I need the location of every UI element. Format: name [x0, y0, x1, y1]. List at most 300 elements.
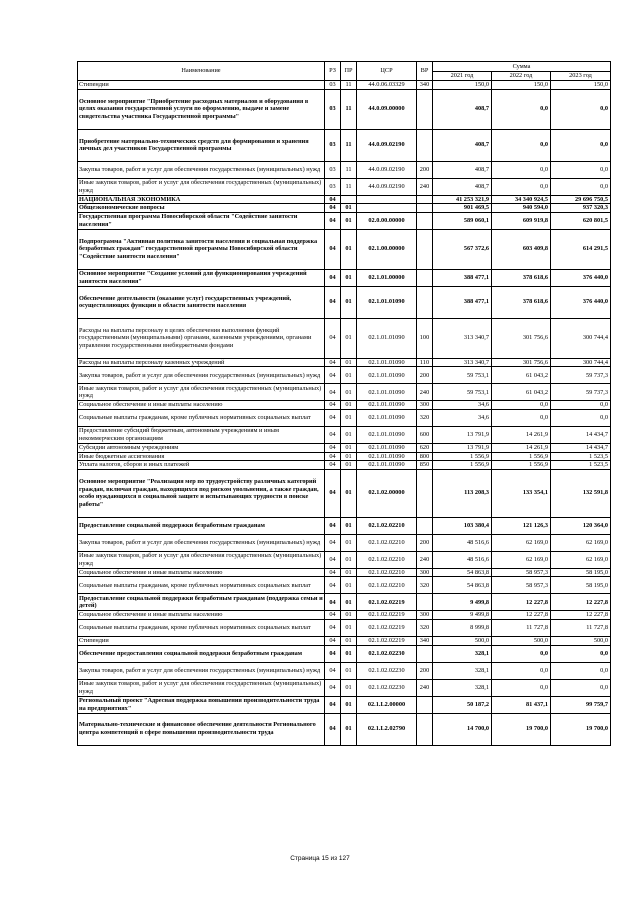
row-amount-2021: 328,1 — [433, 662, 492, 679]
row-pr: 11 — [341, 129, 357, 161]
row-amount-2021: 589 060,1 — [433, 212, 492, 229]
row-amount-2023: 1 523,5 — [551, 452, 611, 461]
row-rz: 04 — [325, 517, 341, 534]
row-vr: 800 — [417, 452, 433, 461]
row-csr: 02.1.00.00000 — [357, 229, 417, 269]
header-year-2022: 2022 год — [492, 72, 551, 81]
row-rz: 04 — [325, 568, 341, 577]
row-pr: 01 — [341, 384, 357, 401]
row-csr: 02.1.02.02219 — [357, 611, 417, 620]
row-amount-2023: 300 744,4 — [551, 318, 611, 358]
row-vr — [417, 696, 433, 713]
row-name: Предоставление социальной поддержки безработным гражданам (поддержка семьи и детей) — [79, 594, 323, 610]
row-amount-2023: 0,0 — [551, 129, 611, 161]
row-amount-2021: 408,7 — [433, 161, 492, 178]
row-name: Общеэкономические вопросы — [78, 204, 325, 213]
row-pr: 01 — [341, 204, 357, 213]
budget-table — [77, 61, 611, 746]
row-amount-2021: 567 372,6 — [433, 229, 492, 269]
table-row — [78, 318, 611, 358]
row-rz: 04 — [325, 551, 341, 568]
header-csr: ЦСР — [357, 62, 417, 81]
row-csr: 02.1.02.02210 — [357, 577, 417, 594]
row-amount-2022: 0,0 — [492, 129, 551, 161]
row-amount-2023: 1 523,5 — [551, 461, 611, 470]
row-rz: 04 — [325, 594, 341, 611]
row-name: Иные закупки товаров, работ и услуг для обеспечения государственных (муниципальных) нужд — [78, 384, 325, 401]
row-amount-2021: 1 556,9 — [433, 452, 492, 461]
row-name: Основное мероприятие "Создание условий для функционирования учреждений занятости населения" — [78, 269, 325, 286]
row-amount-2022: 378 618,6 — [492, 286, 551, 318]
row-amount-2023: 376 440,0 — [551, 269, 611, 286]
row-pr: 11 — [341, 161, 357, 178]
table-row — [78, 286, 611, 318]
row-amount-2021: 408,7 — [433, 178, 492, 195]
row-amount-2023: 59 737,3 — [551, 384, 611, 401]
row-pr: 01 — [341, 577, 357, 594]
row-pr: 01 — [341, 594, 357, 611]
row-pr: 01 — [341, 551, 357, 568]
row-pr: 01 — [341, 401, 357, 410]
row-csr: 02.1.01.01090 — [357, 452, 417, 461]
row-amount-2021: 9 499,8 — [433, 611, 492, 620]
row-amount-2022: 0,0 — [492, 679, 551, 696]
row-name: Социальное обеспечение и иные выплаты населению — [78, 568, 325, 577]
row-amount-2023: 0,0 — [551, 645, 611, 662]
table-row — [78, 461, 611, 470]
row-rz: 04 — [325, 577, 341, 594]
row-amount-2023: 99 759,7 — [551, 696, 611, 713]
row-amount-2021: 388 477,1 — [433, 269, 492, 286]
row-pr: 01 — [341, 696, 357, 713]
row-csr: 44.0.06.03329 — [357, 81, 417, 90]
row-name: Предоставление социальной поддержки безработным гражданам — [78, 517, 325, 534]
row-rz: 04 — [325, 645, 341, 662]
row-amount-2022: 14 261,9 — [492, 426, 551, 443]
row-vr — [417, 229, 433, 269]
row-csr: 02.1.01.01090 — [357, 443, 417, 452]
row-amount-2021: 48 516,6 — [433, 551, 492, 568]
row-name: Закупка товаров, работ и услуг для обеспечения государственных (муниципальных) нужд — [78, 161, 325, 178]
row-amount-2023: 620 801,5 — [551, 212, 611, 229]
row-vr: 100 — [417, 318, 433, 358]
table-row — [78, 662, 611, 679]
row-vr — [417, 645, 433, 662]
row-csr: 02.1.01.01090 — [357, 367, 417, 384]
header-rz: РЗ — [325, 62, 341, 81]
row-csr: 02.1.L2.02790 — [357, 713, 417, 745]
row-amount-2022: 133 354,1 — [492, 469, 551, 517]
row-vr — [417, 89, 433, 129]
row-amount-2022: 0,0 — [492, 178, 551, 195]
row-amount-2023: 120 364,0 — [551, 517, 611, 534]
row-csr: 02.1.L2.00000 — [357, 696, 417, 713]
row-amount-2023: 500,0 — [551, 636, 611, 645]
row-amount-2023: 62 169,0 — [551, 534, 611, 551]
row-amount-2021: 48 516,6 — [433, 534, 492, 551]
row-amount-2022: 603 409,8 — [492, 229, 551, 269]
table-body — [78, 81, 611, 746]
table-row — [78, 696, 611, 713]
row-amount-2021: 103 380,4 — [433, 517, 492, 534]
row-amount-2022: 500,0 — [492, 636, 551, 645]
row-csr: 02.1.02.02230 — [357, 679, 417, 696]
row-csr: 02.1.01.01090 — [357, 318, 417, 358]
row-rz: 04 — [325, 358, 341, 367]
row-vr: 240 — [417, 679, 433, 696]
row-name: Социальное обеспечение и иные выплаты населению — [78, 611, 325, 620]
header-sum: Сумма — [433, 62, 611, 72]
row-csr: 02.1.02.02210 — [357, 517, 417, 534]
header-vr: ВР — [417, 62, 433, 81]
table-row — [78, 713, 611, 745]
row-amount-2021: 8 999,8 — [433, 619, 492, 636]
row-name: Иные закупки товаров, работ и услуг для обеспечения государственных (муниципальных) нужд — [78, 178, 325, 195]
row-amount-2022: 940 594,0 — [492, 204, 551, 213]
row-amount-2023: 29 696 750,5 — [551, 195, 611, 204]
table-row — [78, 469, 611, 517]
row-csr: 02.1.02.02219 — [357, 619, 417, 636]
row-amount-2023: 11 727,8 — [551, 619, 611, 636]
page-footer: Страница 15 из 127 — [290, 855, 350, 862]
row-name: Социальные выплаты гражданам, кроме публичных нормативных социальных выплат — [78, 619, 325, 636]
row-amount-2021: 13 791,9 — [433, 443, 492, 452]
row-name: Обеспечение предоставления социальной поддержки безработным гражданам — [78, 645, 325, 662]
row-vr — [417, 212, 433, 229]
table-row — [78, 409, 611, 426]
row-name: Расходы на выплаты персоналу в целях обеспечения выполнения функций государственными (муниципальными) органами, казенными учреждениями, органами управления государственными внебюджетными фондами — [78, 318, 325, 358]
row-name: НАЦИОНАЛЬНАЯ ЭКОНОМИКА — [78, 195, 325, 204]
table-row — [78, 636, 611, 645]
table-row — [78, 367, 611, 384]
row-name: Социальные выплаты гражданам, кроме публичных нормативных социальных выплат — [78, 577, 325, 594]
row-rz: 04 — [325, 229, 341, 269]
row-rz: 04 — [325, 452, 341, 461]
row-csr — [357, 204, 417, 213]
row-pr: 01 — [341, 286, 357, 318]
row-pr: 01 — [341, 269, 357, 286]
row-rz: 03 — [325, 81, 341, 90]
row-amount-2021: 41 253 321,9 — [433, 195, 492, 204]
row-rz: 03 — [325, 129, 341, 161]
table-row — [78, 161, 611, 178]
row-amount-2021: 500,0 — [433, 636, 492, 645]
row-rz: 04 — [325, 611, 341, 620]
row-vr: 200 — [417, 662, 433, 679]
row-amount-2022: 19 700,0 — [492, 713, 551, 745]
row-amount-2022: 0,0 — [492, 89, 551, 129]
row-vr: 200 — [417, 367, 433, 384]
row-pr: 01 — [341, 645, 357, 662]
row-rz: 04 — [325, 662, 341, 679]
row-amount-2022: 34 340 924,5 — [492, 195, 551, 204]
row-name: Приобретение материально-технических средств для формирования и хранения личных дел участников Государственной программы — [78, 129, 325, 161]
row-amount-2021: 34,6 — [433, 401, 492, 410]
row-rz: 04 — [325, 636, 341, 645]
row-vr: 110 — [417, 358, 433, 367]
row-amount-2023: 300 744,4 — [551, 358, 611, 367]
row-rz: 03 — [325, 89, 341, 129]
row-pr: 01 — [341, 229, 357, 269]
row-name: Расходы на выплаты персоналу казенных учреждений — [78, 358, 325, 367]
row-rz: 04 — [325, 269, 341, 286]
row-vr: 850 — [417, 461, 433, 470]
row-amount-2023: 614 291,5 — [551, 229, 611, 269]
row-pr: 01 — [341, 568, 357, 577]
row-vr — [417, 713, 433, 745]
row-pr: 01 — [341, 461, 357, 470]
row-csr — [357, 195, 417, 204]
row-vr — [417, 129, 433, 161]
row-csr: 02.1.02.02230 — [357, 662, 417, 679]
table-row — [78, 358, 611, 367]
row-csr: 02.1.02.02210 — [357, 551, 417, 568]
table-row — [78, 452, 611, 461]
row-amount-2021: 34,6 — [433, 409, 492, 426]
row-amount-2021: 113 208,3 — [433, 469, 492, 517]
row-rz: 04 — [325, 409, 341, 426]
row-amount-2023: 0,0 — [551, 401, 611, 410]
row-amount-2021: 408,7 — [433, 129, 492, 161]
row-name: Уплата налогов, сборов и иных платежей — [78, 461, 325, 470]
row-csr: 44.0.09.00000 — [357, 89, 417, 129]
table-row — [78, 195, 611, 204]
table-row — [78, 645, 611, 662]
row-name: Обеспечение деятельности (оказание услуг) государственных учреждений, осуществляющих функции в области занятости населения — [78, 286, 325, 318]
row-pr: 01 — [341, 713, 357, 745]
row-rz: 04 — [325, 619, 341, 636]
row-csr: 02.1.01.00000 — [357, 269, 417, 286]
row-amount-2022: 58 957,3 — [492, 577, 551, 594]
row-amount-2022: 0,0 — [492, 409, 551, 426]
row-amount-2021: 1 556,9 — [433, 461, 492, 470]
row-amount-2023: 132 591,8 — [551, 469, 611, 517]
row-csr: 02.1.02.02219 — [357, 594, 417, 611]
table-row — [78, 129, 611, 161]
row-name: Закупка товаров, работ и услуг для обеспечения государственных (муниципальных) нужд — [78, 662, 325, 679]
table-row — [78, 426, 611, 443]
row-amount-2023: 0,0 — [551, 662, 611, 679]
row-amount-2021: 901 469,5 — [433, 204, 492, 213]
row-vr: 300 — [417, 401, 433, 410]
header-year-2023: 2023 год — [551, 72, 611, 81]
table-row — [78, 269, 611, 286]
row-amount-2021: 54 863,8 — [433, 568, 492, 577]
row-rz: 04 — [325, 679, 341, 696]
row-csr: 02.1.02.02210 — [357, 568, 417, 577]
budget-page — [77, 61, 610, 746]
row-amount-2021: 50 187,2 — [433, 696, 492, 713]
row-csr: 44.0.09.02190 — [357, 178, 417, 195]
table-row — [78, 611, 611, 620]
row-name: Региональный проект "Адресная поддержка повышения производительности труда на предприятиях" — [78, 696, 325, 713]
row-amount-2023: 59 737,3 — [551, 367, 611, 384]
row-amount-2022: 61 043,2 — [492, 367, 551, 384]
row-pr: 11 — [341, 81, 357, 90]
table-row — [78, 551, 611, 568]
table-row — [78, 443, 611, 452]
row-amount-2022: 58 957,3 — [492, 568, 551, 577]
table-row — [78, 384, 611, 401]
row-rz: 04 — [325, 195, 341, 204]
row-pr: 01 — [341, 469, 357, 517]
row-pr: 01 — [341, 534, 357, 551]
row-vr — [417, 286, 433, 318]
table-row — [78, 534, 611, 551]
row-vr: 300 — [417, 568, 433, 577]
row-pr: 01 — [341, 662, 357, 679]
row-csr: 02.1.01.01090 — [357, 358, 417, 367]
row-amount-2021: 59 753,1 — [433, 384, 492, 401]
row-vr: 320 — [417, 577, 433, 594]
row-amount-2023: 150,0 — [551, 81, 611, 90]
row-rz: 04 — [325, 696, 341, 713]
row-csr: 02.1.01.01090 — [357, 409, 417, 426]
row-vr: 200 — [417, 534, 433, 551]
row-amount-2021: 13 791,9 — [433, 426, 492, 443]
row-vr: 300 — [417, 611, 433, 620]
row-amount-2023: 0,0 — [551, 409, 611, 426]
row-amount-2021: 9 499,8 — [433, 594, 492, 611]
row-amount-2023: 12 227,8 — [551, 611, 611, 620]
row-pr: 01 — [341, 318, 357, 358]
row-pr: 01 — [341, 636, 357, 645]
row-name: Основное мероприятие "Приобретение расходных материалов и оборудования в целях оказания государственной услуги по оформлению, выдаче и замене свидетельства участника Государственной программы" — [78, 89, 325, 129]
row-rz: 04 — [325, 426, 341, 443]
row-csr: 02.1.01.01090 — [357, 384, 417, 401]
row-vr: 240 — [417, 178, 433, 195]
row-amount-2021: 150,0 — [433, 81, 492, 90]
row-pr: 01 — [341, 409, 357, 426]
row-name: Государственная программа Новосибирской области "Содействие занятости населения" — [78, 212, 325, 229]
row-name: Материально-технические и финансовое обеспечение деятельности Регионального центра компетенций в сфере повышения производительности труда — [78, 713, 325, 745]
row-amount-2021: 59 753,1 — [433, 367, 492, 384]
row-vr: 340 — [417, 636, 433, 645]
row-amount-2022: 0,0 — [492, 161, 551, 178]
row-rz: 04 — [325, 367, 341, 384]
row-amount-2022: 81 437,1 — [492, 696, 551, 713]
row-rz: 04 — [325, 384, 341, 401]
table-row — [78, 679, 611, 696]
row-vr: 620 — [417, 443, 433, 452]
row-amount-2022: 121 126,3 — [492, 517, 551, 534]
row-rz: 04 — [325, 461, 341, 470]
table-row — [78, 212, 611, 229]
table-row — [78, 619, 611, 636]
row-csr: 02.1.02.02219 — [357, 636, 417, 645]
row-csr: 02.1.01.01090 — [357, 286, 417, 318]
table-row — [78, 517, 611, 534]
row-rz: 04 — [325, 212, 341, 229]
row-rz: 04 — [325, 713, 341, 745]
table-row — [78, 81, 611, 90]
row-rz: 04 — [325, 286, 341, 318]
row-amount-2022: 1 556,9 — [492, 452, 551, 461]
row-amount-2021: 408,7 — [433, 89, 492, 129]
row-amount-2022: 12 227,8 — [492, 594, 551, 611]
row-amount-2023: 14 434,7 — [551, 426, 611, 443]
row-name: Иные бюджетные ассигнования — [78, 452, 325, 461]
row-vr: 240 — [417, 551, 433, 568]
row-amount-2022: 0,0 — [492, 645, 551, 662]
row-amount-2023: 19 700,0 — [551, 713, 611, 745]
row-vr — [417, 594, 433, 611]
row-pr — [341, 195, 357, 204]
row-pr: 01 — [341, 212, 357, 229]
row-amount-2021: 14 700,0 — [433, 713, 492, 745]
row-csr: 02.1.01.01090 — [357, 401, 417, 410]
row-csr: 02.1.01.01090 — [357, 426, 417, 443]
table-row — [78, 594, 611, 611]
row-amount-2021: 313 340,7 — [433, 358, 492, 367]
row-vr: 240 — [417, 384, 433, 401]
row-name: Закупка товаров, работ и услуг для обеспечения государственных (муниципальных) нужд — [78, 367, 325, 384]
row-pr: 01 — [341, 679, 357, 696]
table-row — [78, 89, 611, 129]
row-vr — [417, 517, 433, 534]
row-pr: 01 — [341, 358, 357, 367]
row-amount-2022: 61 043,2 — [492, 384, 551, 401]
row-pr: 11 — [341, 178, 357, 195]
table-row — [78, 178, 611, 195]
row-name: Предоставление субсидий бюджетным, автономным учреждениям и иным некоммерческим организациям — [78, 426, 325, 443]
row-pr: 01 — [341, 619, 357, 636]
row-rz: 04 — [325, 534, 341, 551]
row-amount-2022: 11 727,8 — [492, 619, 551, 636]
row-vr: 320 — [417, 619, 433, 636]
header-pr: ПР — [341, 62, 357, 81]
row-vr — [417, 269, 433, 286]
row-amount-2021: 328,1 — [433, 679, 492, 696]
row-name: Подпрограмма "Активная политика занятости населения и социальная поддержка безработных граждан" государственной программы Новосибирской области "Содействие занятости населения" — [78, 229, 325, 269]
row-amount-2022: 378 618,6 — [492, 269, 551, 286]
row-amount-2021: 54 863,8 — [433, 577, 492, 594]
table-row — [78, 229, 611, 269]
row-csr: 44.0.09.02190 — [357, 161, 417, 178]
row-csr: 02.1.02.02210 — [357, 534, 417, 551]
row-rz: 03 — [325, 178, 341, 195]
row-rz: 04 — [325, 443, 341, 452]
row-amount-2022: 301 756,6 — [492, 318, 551, 358]
row-vr: 200 — [417, 161, 433, 178]
row-amount-2023: 376 440,0 — [551, 286, 611, 318]
row-amount-2022: 0,0 — [492, 401, 551, 410]
row-amount-2023: 58 195,0 — [551, 577, 611, 594]
row-amount-2023: 58 195,0 — [551, 568, 611, 577]
row-name: Стипендии — [78, 636, 325, 645]
row-amount-2022: 609 919,8 — [492, 212, 551, 229]
row-name: Иные закупки товаров, работ и услуг для обеспечения государственных (муниципальных) нужд — [78, 679, 325, 696]
table-row — [78, 568, 611, 577]
row-vr: 340 — [417, 81, 433, 90]
row-name: Социальные выплаты гражданам, кроме публичных нормативных социальных выплат — [78, 409, 325, 426]
row-name: Основное мероприятие "Реализация мер по трудоустройству различных категорий граждан, включая граждан, находящихся под риском увольнения, а также граждан, особо нуждающихся в социальной защите и испытывающих трудности в поиске работы" — [78, 469, 325, 517]
row-rz: 03 — [325, 161, 341, 178]
row-name: Стипендии — [78, 81, 325, 90]
row-amount-2023: 0,0 — [551, 161, 611, 178]
table-row — [78, 204, 611, 213]
row-pr: 01 — [341, 426, 357, 443]
row-vr — [417, 195, 433, 204]
row-amount-2022: 62 169,0 — [492, 551, 551, 568]
header-name: Наименование — [78, 62, 325, 81]
row-amount-2022: 62 169,0 — [492, 534, 551, 551]
row-pr: 01 — [341, 452, 357, 461]
row-csr: 44.0.09.02190 — [357, 129, 417, 161]
row-amount-2023: 62 169,0 — [551, 551, 611, 568]
row-pr: 01 — [341, 443, 357, 452]
row-name: Субсидии автономным учреждениям — [78, 443, 325, 452]
